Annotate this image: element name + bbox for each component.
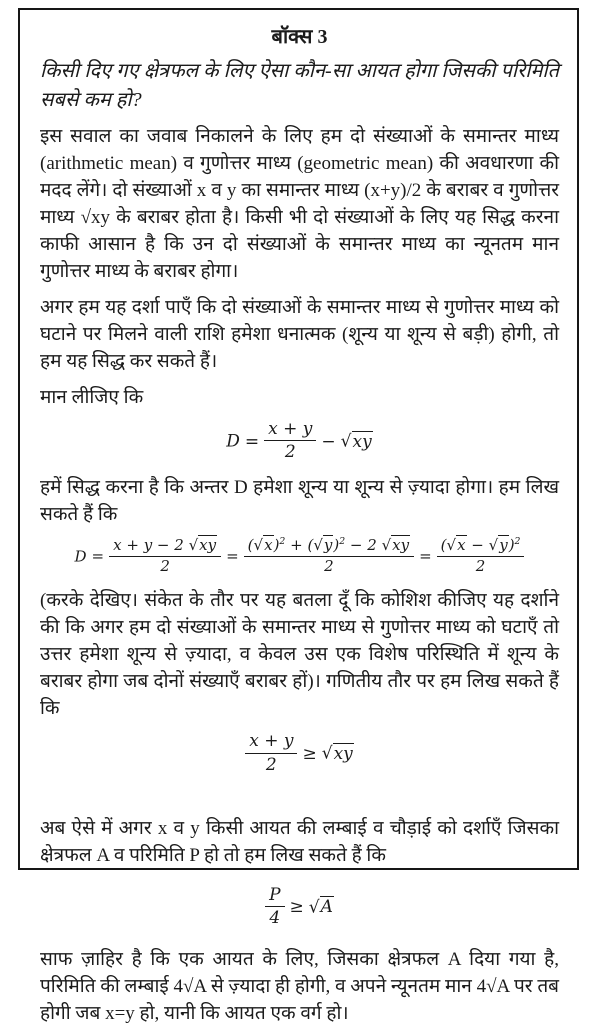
fraction-denominator: 2 <box>244 556 414 576</box>
radical-sign: √ <box>488 536 499 555</box>
radical-sign: √ <box>446 536 457 555</box>
para-positive-difference: अगर हम यह दर्शा पाएँ कि दो संख्याओं के समान्तर माध्य से गुणोत्तर माध्य को घटाने पर मिलने वाली राशि हमेशा धनात्मक (शून्य या शून्य से बड़ी) होगी, तो हम यह सिद्ध कर सकते हैं। <box>40 297 559 372</box>
equals-sign: = <box>91 547 105 566</box>
fraction <box>245 731 297 774</box>
greater-equal-sign: ≥ <box>302 743 317 764</box>
fraction <box>109 537 221 575</box>
fraction-numerator: $(√x - √y)^2$ <box>440 536 521 555</box>
lead-suppose: मान लीजिए कि <box>40 387 144 408</box>
fraction-numerator: $(√x)^2 + (√y)^2 - 2$ √xy <box>247 536 410 555</box>
radicand: x <box>457 536 466 555</box>
fraction <box>437 537 525 575</box>
radicand: y <box>499 536 508 555</box>
math-var-d: D <box>226 431 240 452</box>
radicand: x <box>264 536 273 555</box>
radical-sign: √ <box>253 536 264 555</box>
radical <box>254 535 274 554</box>
exponent: 2 <box>279 536 286 548</box>
para-rectangle: अब ऐसे में अगर x व y किसी आयत की लम्बाई व चौड़ाई को दर्शाएँ जिसका क्षेत्रफल A व परिमिति P हो तो हम लिख सकते हैं कि <box>40 817 559 866</box>
box-3-container <box>18 8 579 1024</box>
math-var-d: D <box>74 547 87 566</box>
radical-sign: √ <box>321 743 333 764</box>
fraction-denominator: 4 <box>265 906 284 928</box>
para-am-gm-intro: इस सवाल का जवाब निकालने के लिए हम दो संख्याओं के समान्तर माध्य (arithmetic mean) व गुणोत्तर माध्य (geometric mean) की अवधारणा की मदद लेंगे। दो संख्याओं x व y का समान्तर माध्य (x+y)/2 के बराबर व गुणोत्तर माध्य √xy के बराबर होता है। किसी भी दो संख्याओं के लिए यह सिद्ध करना काफी आसान है कि उन दो संख्याओं के समान्तर माध्य का न्यूनतम मान गुणोत्तर माध्य के बराबर होगा। <box>40 126 559 282</box>
radicand: xy <box>392 536 410 555</box>
radical <box>489 535 509 554</box>
radical <box>322 743 354 764</box>
radical <box>341 431 373 452</box>
fraction-denominator: 2 <box>437 556 525 576</box>
radicand: xy <box>333 743 353 764</box>
fraction-denominator: 2 <box>109 556 221 576</box>
radical <box>309 896 334 917</box>
radical <box>447 535 467 554</box>
equals-sign: = <box>244 431 260 452</box>
radical <box>189 535 218 554</box>
radicand: xy <box>352 431 372 452</box>
radical-sign: √ <box>308 897 320 918</box>
fraction <box>265 885 284 928</box>
radicand: A <box>320 897 333 918</box>
para-prove-d: हमें सिद्ध करना है कि अन्तर D हमेशा शून्य या शून्य से ज़्यादा होगा। हम लिख सकते हैं कि <box>40 477 559 526</box>
radical-sign: √ <box>188 536 199 555</box>
exponent: 2 <box>339 536 346 548</box>
minus-sign: − <box>321 431 336 452</box>
radical <box>313 535 333 554</box>
greater-equal-sign: ≥ <box>289 897 304 918</box>
radical-sign: √ <box>381 536 392 555</box>
radicand: xy <box>199 536 217 555</box>
equals-sign: = <box>226 547 239 566</box>
fraction-numerator: x + y <box>249 731 294 752</box>
fraction <box>264 419 316 462</box>
equals-sign: = <box>419 547 432 566</box>
radicand: y <box>323 536 333 555</box>
fraction-denominator: 2 <box>245 753 297 775</box>
fraction-numerator: x + y − 2 √xy <box>113 536 217 555</box>
radical <box>382 535 411 554</box>
fraction-numerator: P <box>269 884 281 905</box>
question-text: किसी दिए गए क्षेत्रफल के लिए ऐसा कौन-सा आयत होगा जिसकी परिमिति सबसे कम हो? <box>40 60 559 111</box>
radical-sign: √ <box>340 431 352 452</box>
fraction-numerator: x + y <box>268 419 313 439</box>
exponent: 2 <box>514 536 521 548</box>
formula-am-gm-inequality <box>40 731 559 774</box>
box-title: बॉक्स 3 <box>271 26 328 48</box>
formula-d-expansion <box>40 537 559 575</box>
para-conclusion: साफ ज़ाहिर है कि एक आयत के लिए, जिसका क्षेत्रफल A दिया गया है, परिमिति की लम्बाई 4√A से ज़्यादा ही होगी, व अपने न्यूनतम मान 4√A पर तब होगी जब x=y हो, यानी कि आयत एक वर्ग हो। <box>40 948 559 1024</box>
formula-d-definition <box>40 419 559 462</box>
para-hint: (करके देखिए। संकेत के तौर पर यह बतला दूँ कि कोशिश कीजिए यह दर्शाने की कि अगर हम दो संख्याओं के समान्तर माध्य से गुणोत्तर माध्य को घटाएँ तो उत्तर हमेशा शून्य से ज़्यादा, व केवल उस एक विशेष परिस्थिति में शून्य के बराबर होगा जब दोनों संख्याएँ बराबर हों)। गणितीय तौर पर हम लिख सकते हैं कि <box>40 590 559 720</box>
radical-sign: √ <box>313 536 323 555</box>
fraction <box>244 537 414 575</box>
formula-perimeter-inequality <box>40 885 559 928</box>
fraction-denominator: 2 <box>264 440 316 462</box>
